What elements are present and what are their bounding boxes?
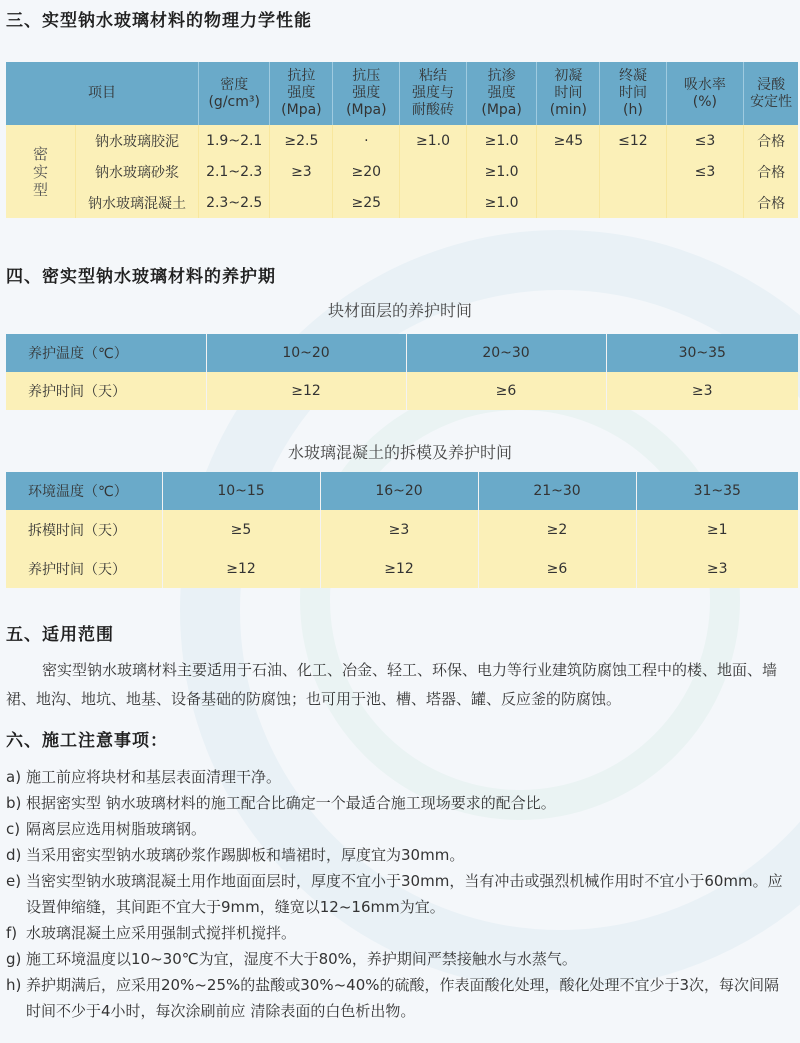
table-cell: ≥2.5: [270, 125, 333, 156]
table2-header-row: [6, 334, 798, 372]
section-5-title: 五、适用范围: [6, 625, 114, 645]
table-row: [6, 187, 798, 218]
section-5-paragraph: 密实型钠水玻璃材料主要适用于石油、化工、冶金、轻工、环保、电力等行业建筑防腐蚀工程中的楼、地面、墙裙、地沟、地坑、地基、设备基础的防腐蚀；也可用于池、槽、塔器、罐、反应釜的防腐蚀。: [6, 661, 778, 708]
table-cell: ≤12: [600, 125, 666, 156]
table-cell: 养护时间（天）: [6, 372, 206, 410]
table-cell: ≥45: [537, 125, 600, 156]
table-cell: [666, 187, 744, 218]
table-row: [6, 510, 798, 549]
table-cell: 1.9~2.1: [199, 125, 270, 156]
table-row: [6, 372, 798, 410]
list-item: a) 施工前应将块材和基层表面清理干净。: [6, 768, 282, 786]
construction-notes-list: [6, 764, 792, 1024]
table-row: [6, 549, 798, 588]
section-3-title: 三、实型钠水玻璃材料的物理力学性能: [6, 11, 312, 31]
table-cell: ≥20: [333, 156, 400, 187]
table-cell: ≥6: [478, 549, 636, 588]
table-cell: 养护温度（℃）: [6, 334, 206, 372]
table-cell: 21~30: [478, 472, 636, 510]
table-cell: 2.3~2.5: [199, 187, 270, 218]
table-cell: ≥1.0: [400, 125, 467, 156]
list-item: c) 隔离层应选用树脂玻璃钢。: [6, 820, 207, 838]
table-cell: 合格: [757, 195, 786, 212]
section-6-title: 六、施工注意事项：: [6, 731, 168, 751]
list-item: h) 养护期满后，应采用20%~25%的盐酸或30%~40%的硫酸，作表面酸化处理，酸化处理不宜少于3次，每次间隔时间不少于4小时，每次涂刷前应 清除表面的白色析出物。: [6, 976, 780, 1020]
physical-properties-table: [6, 62, 798, 218]
table-cell: ≥12: [162, 549, 320, 588]
table-cell: 10~20: [206, 334, 406, 372]
block-curing-table: [6, 334, 798, 410]
table-cell: [537, 156, 600, 187]
table-cell: ≥1.0: [466, 125, 537, 156]
table1-header-acid-stability: 浸酸 安定性: [750, 76, 793, 110]
concrete-curing-table: [6, 472, 798, 588]
list-item: g) 施工环境温度以10~30℃为宜，湿度不大于80%，养护期间严禁接触水与水蒸气。: [6, 950, 577, 968]
table-cell: ≥1: [706, 521, 728, 538]
table-cell: ≥5: [162, 510, 320, 549]
table-cell: [400, 156, 467, 187]
table1-header-item: 项目: [6, 62, 199, 125]
table-cell: ≥12: [206, 372, 406, 410]
table3-header-row: [6, 472, 798, 510]
table-cell: [600, 156, 666, 187]
table-cell: 合格: [757, 164, 786, 181]
table-cell: ≥3: [706, 560, 728, 577]
table-cell: [270, 187, 333, 218]
table-cell: 10~15: [162, 472, 320, 510]
table1-header-initial-set: 初凝 时间 (min): [537, 62, 600, 125]
table1-group-label: 密 实 型: [6, 125, 76, 218]
table-cell: 养护时间（天）: [6, 549, 162, 588]
table3-title: 水玻璃混凝土的拆模及养护时间: [287, 443, 512, 462]
table-cell: 16~20: [320, 472, 478, 510]
list-item: b) 根据密实型 钠水玻璃材料的施工配合比确定一个最适合施工现场要求的配合比。: [6, 794, 556, 812]
table-cell: ≥3: [691, 383, 713, 399]
table1-header-final-set: 终凝 时间 (h): [600, 62, 666, 125]
section-4-title: 四、密实型钠水玻璃材料的养护期: [6, 267, 276, 287]
table-cell: ≥1.0: [466, 156, 537, 187]
table1-header-row: [6, 62, 798, 125]
table-cell: ≥2: [478, 510, 636, 549]
table-cell: ≥3: [270, 156, 333, 187]
table-cell: [537, 187, 600, 218]
table-cell: 拆模时间（天）: [6, 510, 162, 549]
table-cell: ·: [333, 125, 400, 156]
list-item: d) 当采用密实型钠水玻璃砂浆作踢脚板和墙裙时，厚度宜为30mm。: [6, 846, 465, 864]
table1-header-density: 密度 (g/cm³): [199, 62, 270, 125]
table-row: [6, 125, 798, 156]
table-cell: 2.1~2.3: [199, 156, 270, 187]
table-cell: 环境温度（℃）: [6, 472, 162, 510]
table-row: [6, 156, 798, 187]
table-cell: 钠水玻璃胶泥: [76, 125, 199, 156]
table-cell: ≤3: [666, 156, 744, 187]
table1-header-compressive: 抗压 强度 (Mpa): [333, 62, 400, 125]
table-cell: [400, 187, 467, 218]
table-cell: ≥12: [320, 549, 478, 588]
table1-header-tensile: 抗拉 强度 (Mpa): [270, 62, 333, 125]
table-cell: ≥3: [320, 510, 478, 549]
table-cell: [600, 187, 666, 218]
table-cell: 钠水玻璃砂浆: [76, 156, 199, 187]
list-item: f) 水玻璃混凝土应采用强制式搅拌机搅拌。: [6, 924, 297, 942]
table-cell: ≤3: [666, 125, 744, 156]
table-cell: ≥6: [406, 372, 606, 410]
table-cell: 30~35: [678, 345, 726, 361]
table-cell: 20~30: [406, 334, 606, 372]
table-cell: ≥1.0: [466, 187, 537, 218]
table-cell: ≥25: [333, 187, 400, 218]
list-item: e) 当密实型钠水玻璃混凝土用作地面面层时，厚度不宜小于30mm，当有冲击或强烈机械作用时不宜小于60mm。应设置伸缩缝，其间距不宜大于9mm，缝宽以12~16mm为宜。: [6, 872, 783, 916]
table-cell: 钠水玻璃混凝土: [76, 187, 199, 218]
table1-header-bond: 粘结 强度与 耐酸砖: [400, 62, 467, 125]
table-cell: 合格: [757, 133, 786, 150]
table1-header-impermeability: 抗渗 强度 (Mpa): [466, 62, 537, 125]
table1-header-water-absorption: 吸水率 (%): [666, 62, 744, 125]
table-cell: 31~35: [693, 483, 741, 499]
table2-title: 块材面层的养护时间: [327, 301, 472, 320]
